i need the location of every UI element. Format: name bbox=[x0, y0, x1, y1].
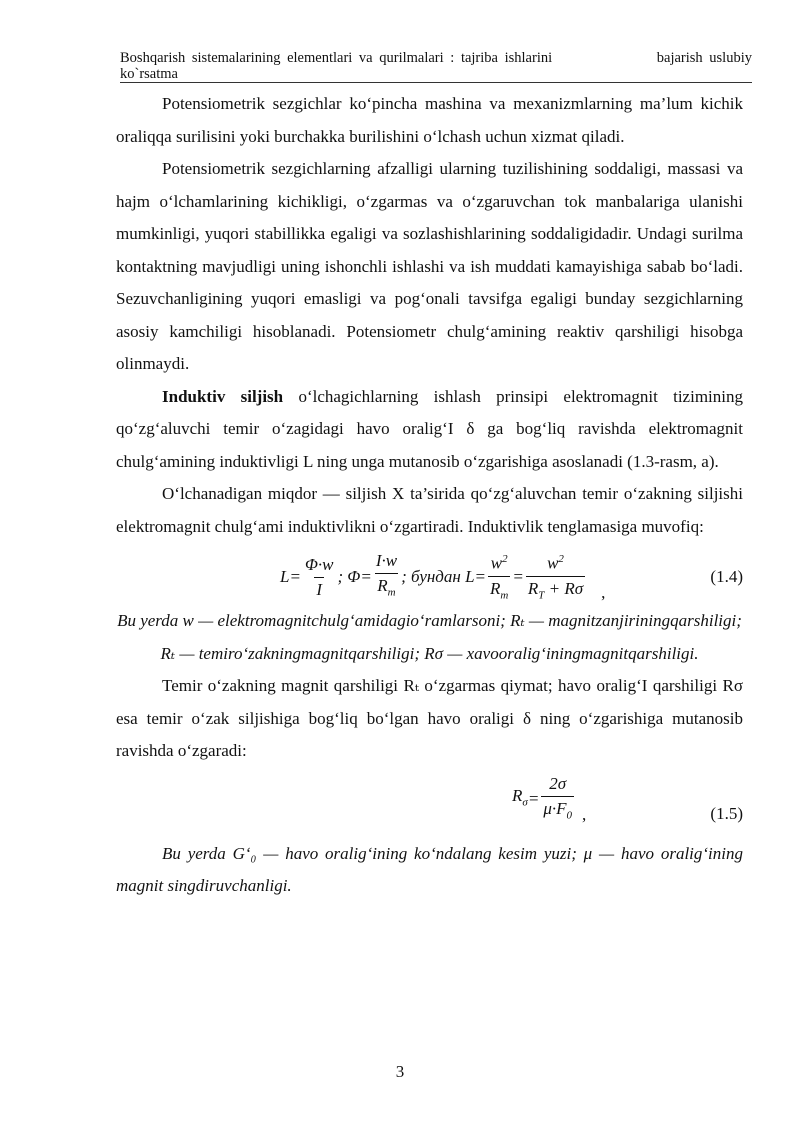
paragraph-7: Bu yerda G‘₀ — havo oralig‘ining ko‘ndalang kesim yuzi; μ — havo oralig‘ining magnit singdiruvchanligi. bbox=[116, 843, 743, 895]
formula-1-4 bbox=[116, 543, 743, 605]
formula-1-5 bbox=[116, 768, 743, 838]
fraction-iw-over-rm: $\frac{I\cdot w}{R_m}$ bbox=[374, 549, 399, 604]
page-number: 3 bbox=[395, 1062, 405, 1081]
body-text bbox=[116, 88, 743, 903]
fraction-w2-over-rt-rsigma: $\frac{w^2}{R_T + R\sigma}$ bbox=[526, 547, 585, 607]
paragraph-2: Potensiometrik sezgichlarning afzalligi ularning tuzilishining soddaligi, massasi va hajm o‘lchamlarining kichikligi, o‘zgarmas va o‘zgaruvchan tok manbalariga ulanishi mumkinligi, yuqori stabillikka egaligi va sozlashishlarining soddaligidadir. Undagi surilma kontaktning mavjudligi uning ishonchli ishlashi va ish muddati kamayishiga sabab bo‘ladi. Sezuvchanligining yuqori emasligi va pog‘onali tavsifga egaligi bunday sezgichlarning asosiy kamchiligi hisoblanadi. Potensiometr chulg‘amining reaktiv qarshiligi hisobga olinmaydi. bbox=[116, 159, 743, 373]
formula-phi: ; Φ bbox=[337, 566, 361, 586]
formula-bundan: ; бундан L bbox=[401, 566, 475, 586]
running-header bbox=[120, 50, 752, 82]
formula-lhs: L bbox=[280, 566, 290, 586]
paragraph-5: Bu yerda w — elektromagnitchulg‘amidagio‘ramlarsoni; Rₜ — magnitzanjiriningqarshiligi; Rₜ — temiro‘zakningmagnitqarshiligi; Rσ — xavooralig‘iningmagnitqarshiligi. bbox=[117, 611, 742, 663]
equation-number-1-4: (1.4) bbox=[710, 567, 743, 586]
paragraph-3-text: o‘lchagichlarning ishlash prinsipi elektromagnit tizimining qo‘zg‘aluvchi temir o‘zagidagi havo oralig‘I δ ga bog‘liq ravishda elektromagnit chulg‘amining induktivligi L ning unga mutanosib o‘zgarishiga asoslanadi (1.3-rasm, a). bbox=[116, 386, 743, 471]
fraction-w2-over-rm: $\frac{w^2}{R_m}$ bbox=[488, 547, 510, 607]
paragraph-3 bbox=[116, 381, 743, 479]
header-line-1 bbox=[120, 50, 752, 66]
fraction-2sigma-over-mu-f0: $\frac{2\sigma}{\mu\cdot F_0}$ bbox=[541, 772, 574, 827]
header-title-end: bajarish uslubiy bbox=[656, 50, 752, 66]
formula-1-4-expression: L = $\frac{\Phi\cdot w}{I}$ ; Φ = $\frac{I\cdot w}{R_m}$ ; бундан L = $\frac{w^2}{R_m}$ = $\frac{w^2}{R_T + R\sigma}$ , bbox=[280, 547, 605, 607]
paragraph-6: Temir o‘zakning magnit qarshiligi Rₜ o‘zgarmas qiymat; havo oralig‘I qarshiligi Rσ esa temir o‘zak siljishiga bog‘liq bo‘lgan havo oraligi δ ning o‘zgarishiga mutanosib ravishda o‘zgaradi: bbox=[116, 676, 743, 760]
header-rule bbox=[120, 82, 752, 83]
equation-number-1-5: (1.5) bbox=[710, 803, 743, 823]
fraction-phi-w-over-i: $\frac{\Phi\cdot w}{I}$ bbox=[303, 553, 336, 602]
paragraph-3-term: Induktiv siljish bbox=[162, 386, 284, 406]
header-line-2: ko`rsatma bbox=[120, 66, 178, 82]
formula-1-5-expression: $R_\sigma$ = $\frac{2\sigma}{\mu\cdot F_0}$ , bbox=[512, 772, 586, 827]
header-title: Boshqarish sistemalarining elementlari va qurilmalari : tajriba ishlarini bbox=[120, 50, 553, 66]
paragraph-1: Potensiometrik sezgichlar ko‘pincha mashina va mexanizmlarning ma’lum kichik oraliqqa surilisini yoki burchakka burilishini o‘lchash uchun xizmat qiladi. bbox=[116, 94, 743, 146]
paragraph-4: O‘lchanadigan miqdor — siljish X ta’sirida qo‘zg‘aluvchan temir o‘zakning siljishi elektromagnit chulg‘ami induktivlikni o‘zgartiradi. Induktivlik tenglamasiga muvofiq: bbox=[116, 484, 743, 536]
